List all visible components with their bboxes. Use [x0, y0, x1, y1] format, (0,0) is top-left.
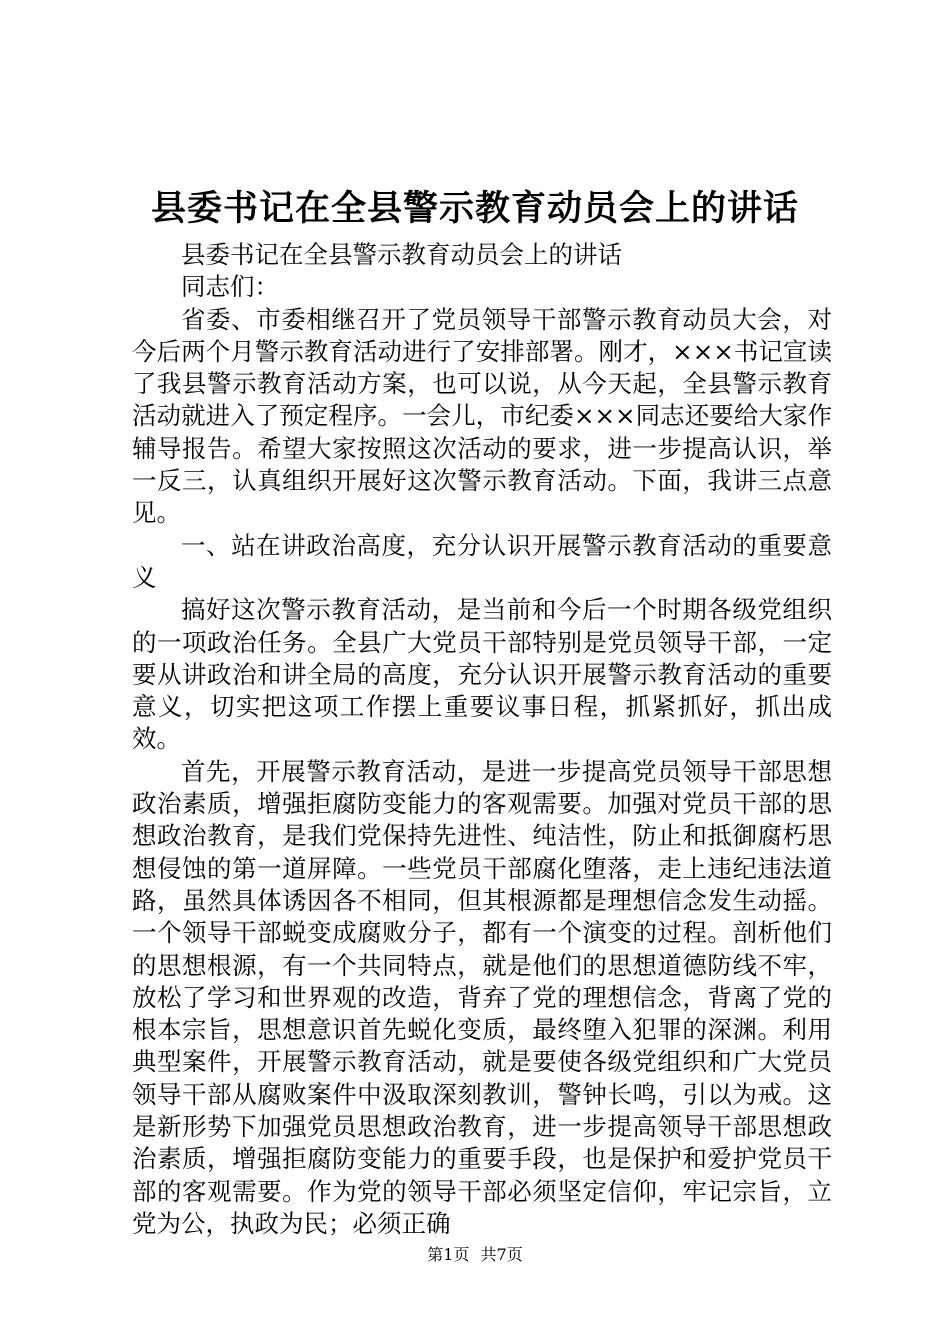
page-indicator: 第1页 共7页	[427, 1245, 523, 1264]
body-paragraph-subtitle: 县委书记在全县警示教育动员会上的讲话	[181, 240, 622, 269]
body-paragraph-first-point: 首先，开展警示教育活动，是进一步提高党员领导干部思想政治素质，增强拒腐防变能力的客观需要。加强对党员干部的思想政治教育，是我们党保持先进性、纯洁性，防止和抵御腐朽思想侵蚀的第一道屏障。一些党员干部腐化堕落，走上违纪违法道路，虽然具体诱因各不相同，但其根源都是理想信念发生动摇。一个领导干部蜕变成腐败分子，都有一个演变的过程。剖析他们的思想根源，有一个共同特点，就是他们的思想道德防线不牢，放松了学习和世界观的改造，背弃了党的理想信念，背离了党的根本宗旨，思想意识首先蜕化变质，最终堕入犯罪的深渊。利用典型案件，开展警示教育活动，就是要使各级党组织和广大党员领导干部从腐败案件中汲取深刻教训，警钟长鸣，引以为戒。这是新形势下加强党员思想政治教育，进一步提高领导干部思想政治素质，增强拒腐防变能力的重要手段，也是保护和爱护党员干部的客观需要。作为党的领导干部必须坚定信仰，牢记宗旨，立党为公，执政为民；必须正确	[132, 756, 832, 1238]
section-heading-1: 一、站在讲政治高度，充分认识开展警示教育活动的重要意义	[132, 530, 832, 592]
body-paragraph-intro: 省委、市委相继召开了党员领导干部警示教育动员大会，对今后两个月警示教育活动进行了安排部署。刚才，×××书记宣读了我县警示教育活动方案，也可以说，从今天起，全县警示教育活动就进入了预定程序。一会儿，市纪委×××同志还要给大家作辅导报告。希望大家按照这次活动的要求，进一步提高认识，举一反三，认真组织开展好这次警示教育活动。下面，我讲三点意见。	[132, 304, 832, 528]
body-paragraph-salutation: 同志们：	[181, 272, 279, 302]
document-body	[132, 239, 832, 1240]
document-title: 县委书记在全县警示教育动员会上的讲话	[150, 188, 799, 229]
body-paragraph-section1: 搞好这次警示教育活动，是当前和今后一个时期各级党组织的一项政治任务。全县广大党员干部特别是党员领导干部，一定要从讲政治和讲全局的高度，充分认识开展警示教育活动的重要意义，切实把这项工作摆上重要议事日程，抓紧抓好，抓出成效。	[132, 595, 832, 754]
